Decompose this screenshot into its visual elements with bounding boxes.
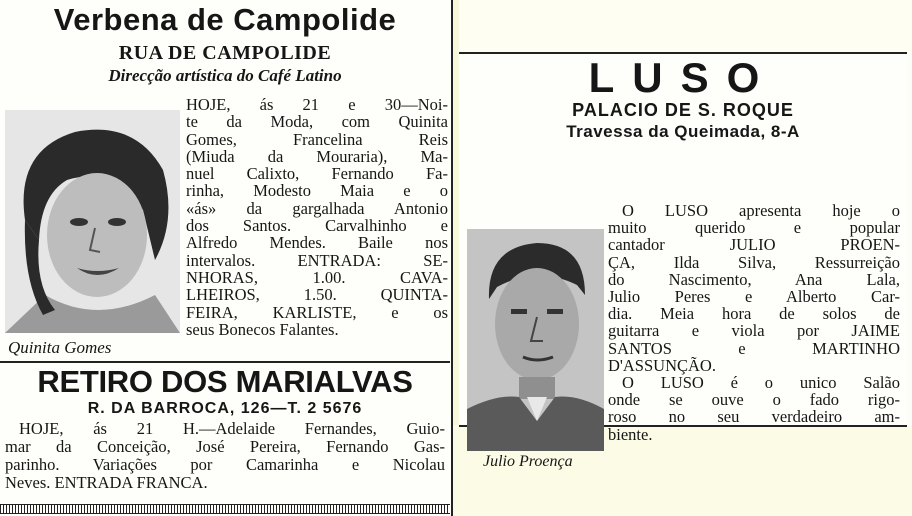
luso-title: LUSO (588, 54, 778, 101)
luso-line: roso no seu verdadeiro am- (608, 407, 900, 427)
retiro-address: R. DA BARROCA, 126—T. 2 5676 (87, 400, 363, 417)
retiro-line: Neves. ENTRADA FRANCA. (5, 473, 208, 492)
luso-subtitle: PALACIO DE S. ROQUE (572, 100, 794, 120)
left-column (0, 0, 452, 516)
julio-proenca-caption: Julio Proença (483, 453, 573, 470)
verbena-line: nuel Calixto, Fernando Fa- (186, 164, 448, 184)
luso-line: biente. (608, 424, 653, 444)
luso-body (608, 202, 900, 443)
luso-line: onde se ouve o fado rigo- (608, 390, 900, 410)
page-margin-top (459, 0, 912, 52)
luso-line: dia. Meia hora de solos de (608, 304, 900, 324)
verbena-line: Alfredo Mendes. Baile nos (186, 233, 448, 253)
luso-line: muito querido e popular (608, 218, 900, 238)
verbena-line: HOJE, ás 21 e 30—Noi- (186, 95, 448, 114)
luso-advert (459, 52, 907, 470)
section-divider (0, 361, 450, 363)
quinita-gomes-caption: Quinita Gomes (8, 338, 112, 357)
decorative-border-strip (0, 504, 450, 514)
verbena-line: NHORAS, 1.00. CAVA- (186, 267, 448, 287)
luso-line: D'ASSUNÇÃO. (608, 355, 716, 375)
verbena-line: rinha, Modesto Maia e o (186, 181, 448, 201)
julio-proenca-photo (467, 229, 604, 451)
verbena-title: Verbena de Campolide (53, 2, 397, 37)
retiro-line: HOJE, ás 21 H.—Adelaide Fernandes, Guio- (19, 419, 445, 438)
retiro-title: RETIRO DOS MARIALVAS (37, 364, 413, 399)
luso-line: cantador JULIO PROEN- (608, 235, 900, 255)
verbena-line: «ás» da gargalhada Antonio (186, 198, 448, 218)
verbena-line: dos Santos. Carvalhinho e (186, 216, 448, 236)
luso-address: Travessa da Queimada, 8-A (566, 122, 800, 141)
column-rule (451, 0, 453, 516)
retiro-line: mar da Conceição, José Pereira, Fernando Gas- (5, 437, 445, 456)
luso-line: SANTOS e MARTINHO (608, 338, 900, 358)
retiro-line: parinho. Variações por Camarinha e Nicolau (5, 455, 445, 474)
quinita-gomes-photo (5, 110, 180, 333)
retiro-body (5, 420, 445, 492)
verbena-line: LHEIROS, 1.50. QUINTA- (186, 285, 448, 305)
luso-line: ÇA, Ilda Silva, Ressurreição (608, 252, 900, 272)
luso-line: guitarra e viola por JAIME (608, 321, 900, 341)
verbena-line: (Miuda da Mouraria), Ma- (186, 146, 448, 166)
luso-line: O LUSO apresenta hoje o (622, 201, 900, 220)
verbena-body (186, 96, 448, 338)
verbena-line: intervalos. ENTRADA: SE- (186, 250, 448, 270)
luso-line: Julio Peres e Alberto Car- (608, 287, 900, 307)
luso-line: do Nascimento, Ana Lala, (608, 269, 900, 289)
verbena-direction: Direcção artística do Café Latino (108, 66, 342, 85)
verbena-street: RUA DE CAMPOLIDE (118, 42, 332, 64)
verbena-line: seus Bonecos Falantes. (186, 319, 339, 339)
verbena-line: FEIRA, KARLISTE, e os (186, 302, 448, 322)
verbena-line: te da Moda, com Quinita (186, 112, 448, 132)
luso-line: O LUSO é o unico Salão (622, 373, 900, 393)
verbena-line: Gomes, Francelina Reis (186, 129, 448, 149)
